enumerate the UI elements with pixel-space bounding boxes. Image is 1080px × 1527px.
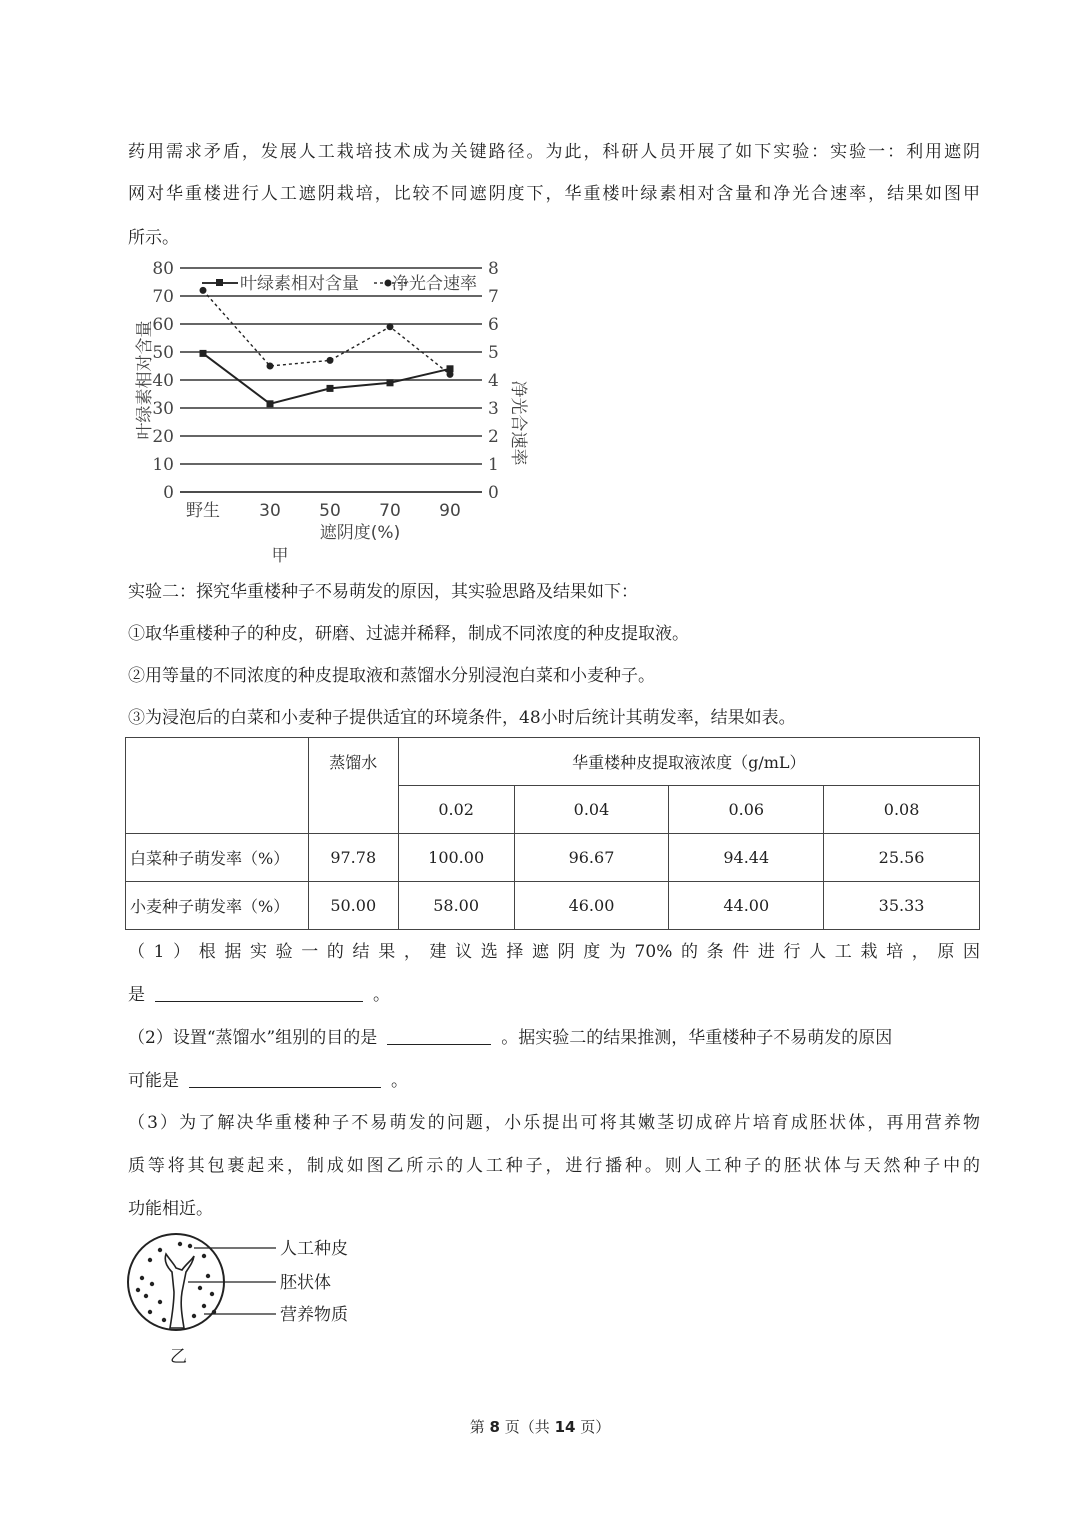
x-tick-labels <box>186 501 461 521</box>
left-tick-label: 70 <box>152 287 174 307</box>
cell-water: 50.00 <box>308 882 398 930</box>
left-tick-label: 60 <box>152 315 174 335</box>
exp2-step-1: ①取华重楼种子的种皮，研磨、过滤并稀释，制成不同浓度的种皮提取液。 <box>128 624 689 644</box>
cell-value: 94.44 <box>669 834 824 882</box>
cell-water: 97.78 <box>308 834 398 882</box>
legend-marker-circle <box>385 280 392 287</box>
table-row <box>126 882 980 930</box>
left-tick-label: 80 <box>152 259 174 279</box>
table-row <box>126 834 980 882</box>
q2b-suffix: 。 <box>391 1071 408 1091</box>
footer-page-number: 8 <box>489 1418 500 1436</box>
footer-mid: 页（共 <box>504 1418 550 1436</box>
footer-total-pages: 14 <box>554 1418 576 1436</box>
data-point-chlorophyll <box>327 385 334 392</box>
q3-line-3: 功能相近。 <box>128 1199 213 1219</box>
q1-line-1: （1）根据实验一的结果，建议选择遮阴度为70%的条件进行人工栽培，原因 <box>128 942 980 962</box>
chart-jia <box>120 250 660 590</box>
chart-series <box>200 287 454 407</box>
cell-value: 100.00 <box>398 834 514 882</box>
intro-line-1: 药用需求矛盾，发展人工栽培技术成为关键路径。为此，科研人员开展了如下实验：实验一：利用遮阴 <box>128 142 980 162</box>
right-tick-label: 2 <box>488 427 499 447</box>
left-tick-label: 10 <box>152 455 174 475</box>
row-label: 白菜种子萌发率（%） <box>126 834 309 882</box>
data-point-chlorophyll <box>200 350 207 357</box>
footer-post: 页） <box>580 1418 611 1436</box>
q3-line-1: （3）为了解决华重楼种子不易萌发的问题，小乐提出可将其嫩茎切成碎片培育成胚状体，再用营养物 <box>128 1113 980 1133</box>
footer-pre: 第 <box>469 1418 485 1436</box>
legend-label-photosynthesis: 净光合速率 <box>392 274 477 294</box>
right-tick-label: 4 <box>488 371 499 391</box>
exp2-step-2: ②用等量的不同浓度的种皮提取液和蒸馏水分别浸泡白菜和小麦种子。 <box>128 666 655 686</box>
series-line-photosynthesis <box>203 290 450 374</box>
left-tick-label: 0 <box>163 483 174 503</box>
data-point-photosynthesis <box>447 371 454 378</box>
cell-value: 25.56 <box>824 834 980 882</box>
header-conc: 0.06 <box>669 786 824 834</box>
exp2-title: 实验二：探究华重楼种子不易萌发的原因，其实验思路及结果如下： <box>128 582 638 602</box>
x-axis-label: 遮阴度(%) <box>319 523 401 543</box>
left-tick-label: 40 <box>152 371 174 391</box>
right-tick-label: 6 <box>488 315 499 335</box>
table-corner-cell <box>126 738 309 834</box>
right-tick-labels <box>488 259 499 503</box>
left-tick-label: 50 <box>152 343 174 363</box>
cell-value: 96.67 <box>514 834 669 882</box>
left-axis-label: 叶绿素相对含量 <box>135 320 155 440</box>
q1-line-2 <box>128 984 980 1006</box>
x-tick-label: 50 <box>319 501 341 521</box>
header-water: 蒸馏水 <box>308 738 398 834</box>
q1-suffix: 。 <box>373 985 390 1005</box>
q2-middle: 。据实验二的结果推测，华重楼种子不易萌发的原因 <box>501 1028 893 1048</box>
q2-line-2 <box>128 1070 980 1092</box>
right-tick-label: 5 <box>488 343 499 363</box>
q2-line-1 <box>128 1027 980 1049</box>
q1-answer-blank[interactable] <box>155 985 363 1002</box>
results-table <box>125 737 980 930</box>
x-tick-label: 70 <box>379 501 401 521</box>
header-extract: 华重楼种皮提取液浓度（g/mL） <box>398 738 979 786</box>
cell-value: 58.00 <box>398 882 514 930</box>
row-label: 小麦种子萌发率（%） <box>126 882 309 930</box>
intro-line-3: 所示。 <box>128 228 179 248</box>
header-conc: 0.08 <box>824 786 980 834</box>
header-conc: 0.02 <box>398 786 514 834</box>
q2-prefix: （2）设置“蒸馏水”组别的目的是 <box>128 1028 378 1048</box>
embryoid-shape <box>165 1254 194 1328</box>
right-axis-label: 净光合速率 <box>508 380 528 466</box>
q3-line-2: 质等将其包裹起来，制成如图乙所示的人工种子，进行播种。则人工种子的胚状体与天然种子中的 <box>128 1156 980 1176</box>
legend-label-chlorophyll: 叶绿素相对含量 <box>240 274 359 294</box>
page-footer <box>0 1416 1080 1437</box>
right-tick-label: 0 <box>488 483 499 503</box>
label-embryoid: 胚状体 <box>280 1273 331 1293</box>
left-tick-labels <box>152 259 174 503</box>
cell-value: 44.00 <box>669 882 824 930</box>
chart-legend <box>202 274 477 294</box>
data-point-photosynthesis <box>387 323 394 330</box>
x-tick-label: 30 <box>259 501 281 521</box>
exp2-step-3: ③为浸泡后的白菜和小麦种子提供适宜的环境条件，48小时后统计其萌发率，结果如表。 <box>128 708 796 728</box>
q2b-prefix: 可能是 <box>128 1071 179 1091</box>
right-tick-label: 7 <box>488 287 499 307</box>
right-tick-label: 3 <box>488 399 499 419</box>
x-tick-label: 野生 <box>186 501 220 521</box>
data-point-photosynthesis <box>200 287 207 294</box>
left-tick-label: 20 <box>152 427 174 447</box>
data-point-photosynthesis <box>327 357 334 364</box>
data-point-photosynthesis <box>267 363 274 370</box>
intro-line-2: 网对华重楼进行人工遮阴栽培，比较不同遮阴度下，华重楼叶绿素相对含量和净光合速率，结果如图甲 <box>128 184 980 204</box>
left-tick-label: 30 <box>152 399 174 419</box>
data-point-chlorophyll <box>267 400 274 407</box>
right-tick-label: 1 <box>488 455 499 475</box>
x-tick-label: 90 <box>439 501 461 521</box>
label-seed-coat: 人工种皮 <box>280 1239 348 1259</box>
data-point-chlorophyll <box>387 379 394 386</box>
chart-caption: 甲 <box>271 546 289 566</box>
figure-b-caption: 乙 <box>170 1347 187 1367</box>
label-nutrient: 营养物质 <box>280 1305 348 1325</box>
q2-answer-blank-1[interactable] <box>387 1028 491 1045</box>
q2-answer-blank-2[interactable] <box>189 1071 381 1088</box>
cell-value: 46.00 <box>514 882 669 930</box>
header-conc: 0.04 <box>514 786 669 834</box>
artificial-seed-diagram <box>120 1232 370 1372</box>
cell-value: 35.33 <box>824 882 980 930</box>
right-tick-label: 8 <box>488 259 499 279</box>
chart-grid <box>180 268 482 492</box>
q1-prefix: 是 <box>128 985 145 1005</box>
legend-marker-square <box>216 279 223 286</box>
